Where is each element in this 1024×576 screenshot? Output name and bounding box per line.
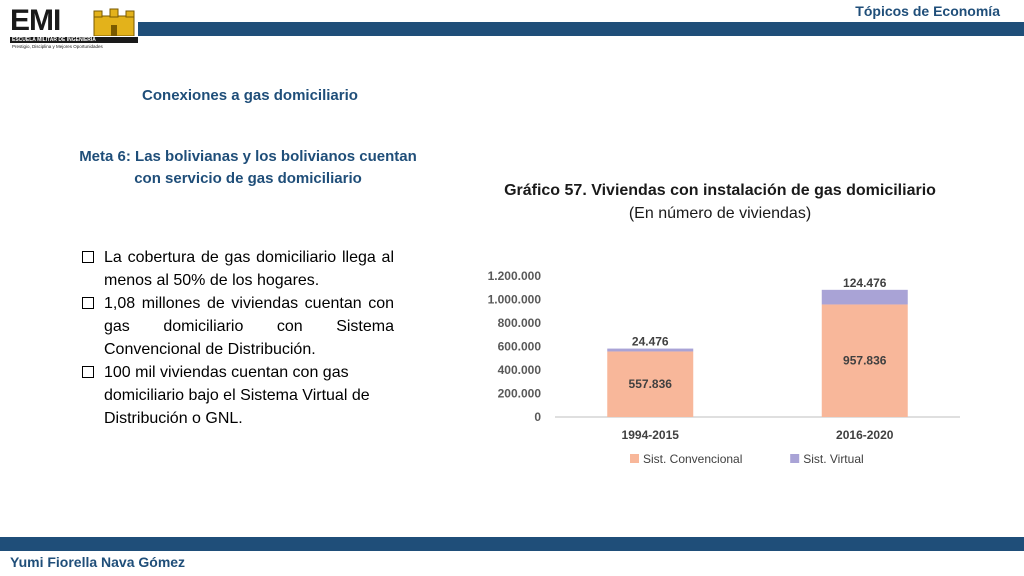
list-item xyxy=(80,246,394,292)
emi-logo xyxy=(6,4,136,50)
checkbox-bullet-icon xyxy=(82,251,94,263)
bar-segment xyxy=(822,290,908,305)
x-tick-label: 1994-2015 xyxy=(621,428,679,442)
logo-line2: Prestigio, Disciplina y Mejores Oportunidades xyxy=(12,44,103,49)
checkbox-bullet-icon xyxy=(82,297,94,309)
legend-label: Sist. Convencional xyxy=(643,452,743,466)
bullet-text: 1,08 millones de viviendas cuentan con gas domiciliario con Sistema Convencional de Distribución. xyxy=(104,295,394,358)
meta-line-2: con servicio de gas domiciliario xyxy=(134,170,362,187)
slide-title: Conexiones a gas domiciliario xyxy=(142,87,358,104)
list-item xyxy=(80,361,394,430)
checkbox-bullet-icon xyxy=(82,366,94,378)
data-label: 957.836 xyxy=(843,353,887,368)
legend-swatch xyxy=(630,454,639,463)
bar-segment xyxy=(607,349,693,352)
chart-subtitle: (En número de viviendas) xyxy=(628,205,812,222)
bullet-text: 100 mil viviendas cuentan con gas domiciliario bajo el Sistema Virtual de Distribución o GNL. xyxy=(104,364,370,427)
header-bar xyxy=(138,22,1024,36)
y-tick-label: 0 xyxy=(534,410,541,424)
y-tick-label: 400.000 xyxy=(497,363,541,377)
meta-line-1: Meta 6: Las bolivianas y los bolivianos cuentan xyxy=(79,148,417,165)
legend-label: Sist. Virtual xyxy=(803,452,864,466)
x-tick-label: 2016-2020 xyxy=(836,428,894,442)
bullet-list xyxy=(80,246,394,430)
author-name: Yumi Fiorella Nava Gómez xyxy=(10,554,186,570)
legend-swatch xyxy=(790,454,799,463)
data-label: 24.476 xyxy=(631,334,669,349)
chart-title: Gráfico 57. Viviendas con instalación de gas domiciliario xyxy=(504,182,936,199)
y-tick-label: 800.000 xyxy=(497,316,541,330)
data-label: 557.836 xyxy=(628,377,672,392)
y-tick-label: 200.000 xyxy=(497,386,541,401)
footer-bar xyxy=(0,537,1024,551)
bullet-text: La cobertura de gas domiciliario llega al menos al 50% de los hogares. xyxy=(104,249,394,289)
data-label: 124.476 xyxy=(843,275,887,290)
y-tick-label: 600.000 xyxy=(497,339,541,354)
castle-icon xyxy=(92,8,136,36)
list-item xyxy=(80,292,394,361)
topic-title: Tópicos de Economía xyxy=(855,3,1000,19)
y-tick-label: 1.200.000 xyxy=(487,269,541,283)
logo-line1: ESCUELA MILITAR DE INGENIERIA xyxy=(12,37,96,43)
stacked-bar-chart xyxy=(470,260,970,480)
y-tick-label: 1.000.000 xyxy=(487,292,541,307)
logo-name: EMI xyxy=(10,4,61,37)
meta-heading xyxy=(55,146,441,190)
